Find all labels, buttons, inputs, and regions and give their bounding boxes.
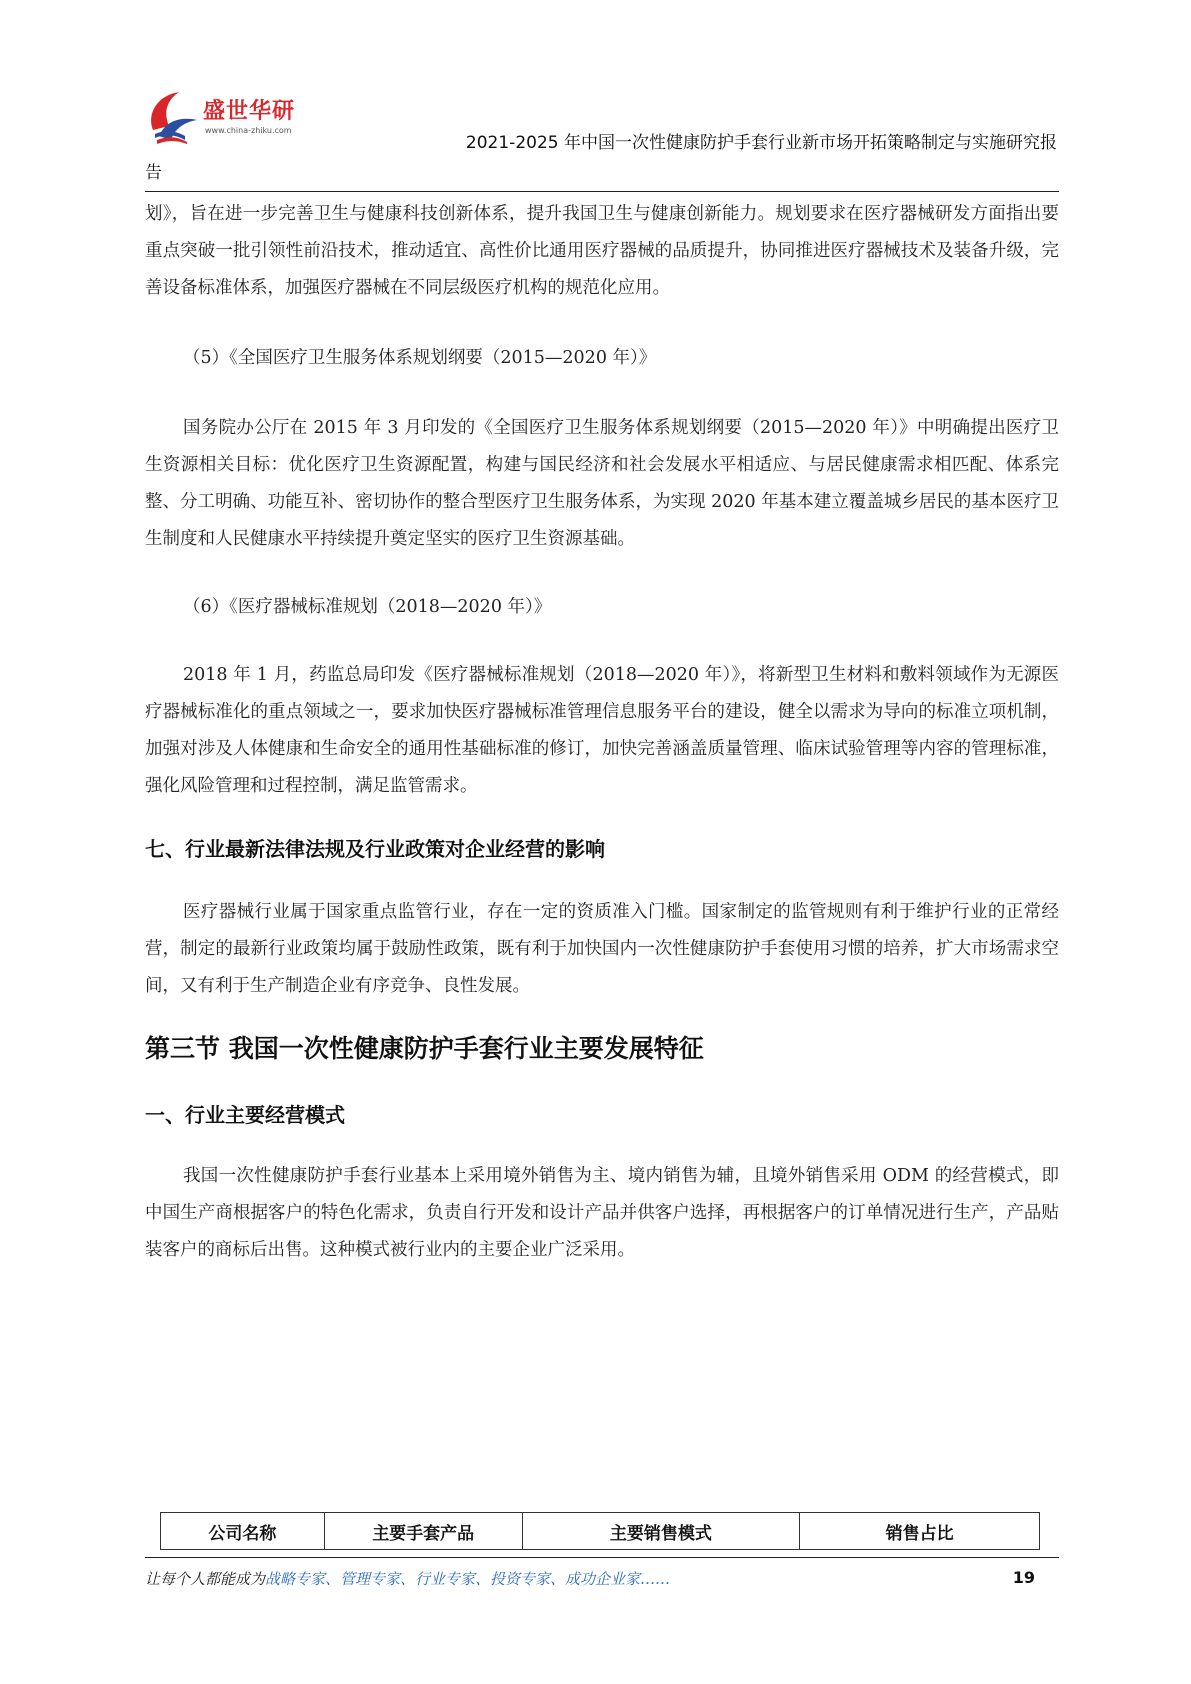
table-header-row (161, 1513, 1040, 1550)
footer-slogan: 让每个人都能成为 (145, 1570, 266, 1588)
paragraph-device-standard-plan: 2018 年 1 月，药监总局印发《医疗器械标准规划（2018—2020 年）》，将新型卫生材料和敷料领域作为无源医疗器械标准化的重点领域之一，要求加快医疗器械标准管理信息服务平台的建设，健全以需求为导向的标准立项机制，加强对涉及人体健康和生命安全的通用性基础标准的修订，加快完善涵盖质量管理、临床试验管理等内容的管理标准，强化风险管理和过程控制，满足监管需求。 (145, 665, 1059, 796)
page-footer (145, 1568, 1059, 1592)
report-title-continuation: 告 (145, 163, 162, 183)
paragraph-plan-continuation: 划》，旨在进一步完善卫生与健康科技创新体系，提升我国卫生与健康创新能力。规划要求在医疗器械研发方面指出要重点突破一批引领性前沿技术，推动适宜、高性价比通用医疗器械的品质提升，协同推进医疗器械技术及装备升级，完善设备标准体系，加强医疗器械在不同层级医疗机构的规范化应用。 (145, 204, 1059, 298)
paragraph-policy-impact: 医疗器械行业属于国家重点监管行业，存在一定的资质准入门槛。国家制定的监管规则有利于维护行业的正常经营，制定的最新行业政策均属于鼓励性政策，既有利于加快国内一次性健康防护手套使用习惯的培养，扩大市场需求空间，又有利于生产制造企业有序竞争、良性发展。 (145, 902, 1059, 996)
report-title: 2021-2025 年中国一次性健康防护手套行业新市场开拓策略制定与实施研究报 (465, 133, 1057, 153)
heading-business-model: 一、行业主要经营模式 (145, 1103, 345, 1127)
main-content (145, 196, 1059, 1269)
footer-roles: 战略专家、管理专家、行业专家、投资专家、成功企业家…… (265, 1570, 671, 1588)
table-header-sales-mode: 主要销售模式 (522, 1513, 800, 1550)
paragraph-business-model: 我国一次性健康防护手套行业基本上采用境外销售为主、境内销售为辅，且境外销售采用 ODM 的经营模式，即中国生产商根据客户的特色化需求，负责自行开发和设计产品并供客户选择，再根据客户的订单情况进行生产，产品贴装客户的商标后出售。这种模式被行业内的主要企业广泛采用。 (145, 1166, 1059, 1260)
logo-emblem-icon (145, 86, 205, 148)
table-header-company: 公司名称 (161, 1513, 325, 1550)
header-divider (145, 191, 1059, 192)
item-heading-6: （6）《医疗器械标准规划（2018—2020 年）》 (183, 597, 552, 617)
page-number: 19 (1012, 1568, 1035, 1587)
company-logo (145, 86, 325, 148)
logo-url-text: www.china-zhiku.com (205, 126, 292, 135)
table-header-sales-share: 销售占比 (800, 1513, 1040, 1550)
item-heading-5: （5）《全国医疗卫生服务体系规划纲要（2015—2020 年）》 (183, 348, 657, 368)
heading-section-7: 七、行业最新法律法规及行业政策对企业经营的影响 (145, 837, 605, 861)
paragraph-service-system-plan: 国务院办公厅在 2015 年 3 月印发的《全国医疗卫生服务体系规划纲要（2015—2020 年）》中明确提出医疗卫生资源相关目标：优化医疗卫生资源配置，构建与国民经济和社会发展水平相适应、与居民健康需求相匹配、体系完整、分工明确、功能互补、密切协作的整合型医疗卫生服务体系，为实现 2020 年基本建立覆盖城乡居民的基本医疗卫生制度和人民健康水平持续提升奠定坚实的医疗卫生资源基础。 (145, 418, 1059, 549)
section-title: 第三节 我国一次性健康防护手套行业主要发展特征 (145, 1034, 704, 1063)
company-table (160, 1512, 1040, 1550)
logo-brand-text: 盛世华研 (203, 99, 296, 124)
footer-divider (145, 1557, 1059, 1558)
page-header (145, 78, 1057, 183)
table-header-product: 主要手套产品 (324, 1513, 522, 1550)
